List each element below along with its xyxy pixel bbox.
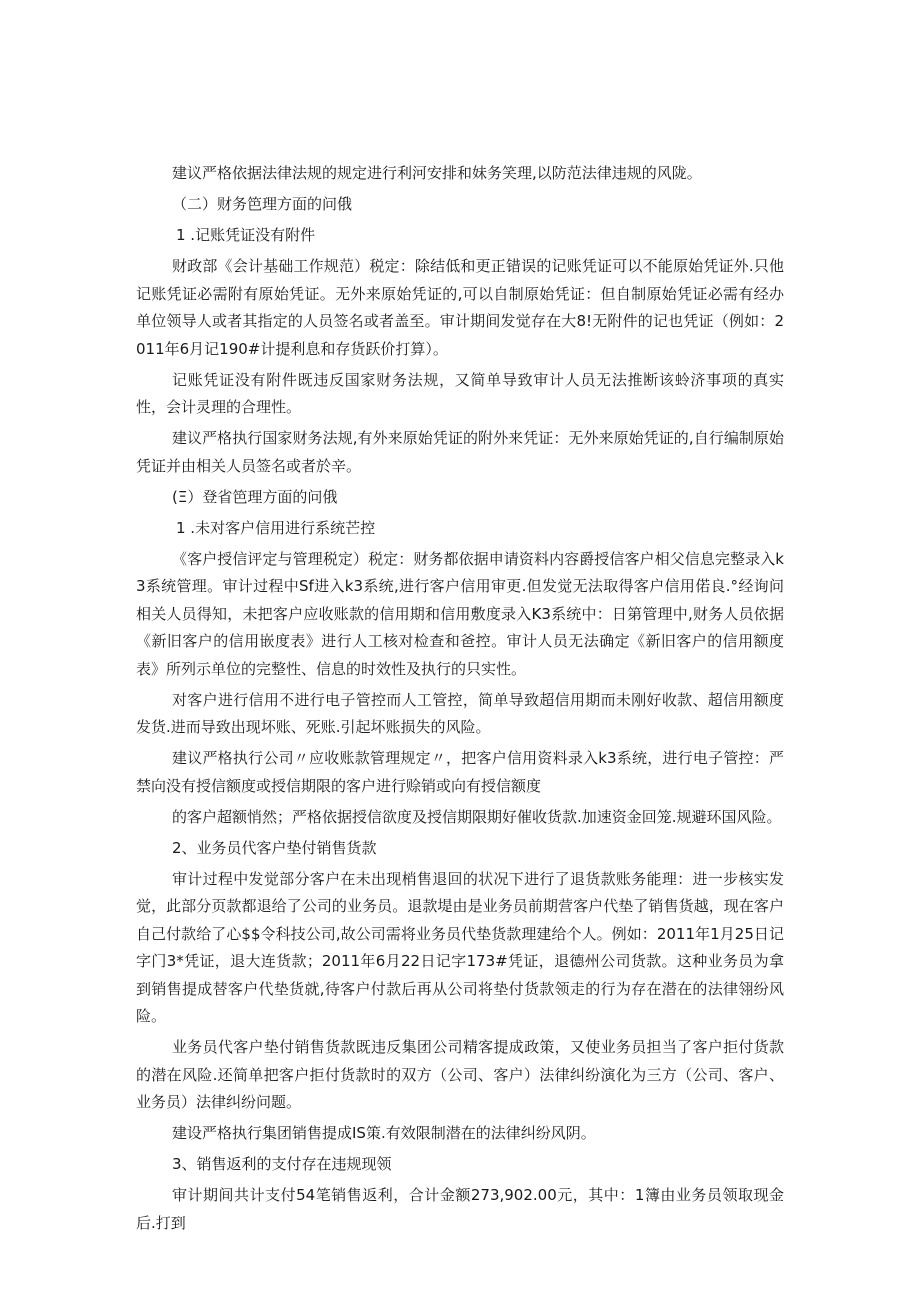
paragraph-credit-recommendation: 建议严格执行公司〃应收账款管理规定〃，把客户信用资料录入k3系统，进行电子管控：严禁向没有授信额度或授信期限的客户进行赊销或向有授信额度 [136,749,784,795]
subheading-advance-payment: 2、业务员代客户垫付销售货款 [172,838,377,857]
subheading-voucher-attachments: 1 .记账凭证没有附件 [176,226,316,244]
paragraph-voucher-rule: 财政部《会计基础工作规范）税定：除结低和更正错误的记账凭证可以不能原始凭证外.只他记账凭证必需附有原始凭证。无外来原始凭证的,可以自制原始凭证：但自制原始凭证必需有经办单位领导人或者其指定的人员签名或者盖至。审计期间发觉存在大8!无附件的记也凭证（例如：2011年6月记190#计提利息和存货跃价打算）。 [136,257,784,358]
paragraph-recommendation-tax: 建议严格依据法律法规的规定进行利河安排和妹务笑理,以防范法律违规的风陇。 [172,164,702,182]
section-heading-finance: （二）财务笆理方面的问俄 [172,195,353,213]
subheading-rebate-payment: 3、销售返利的支付存在违规现领 [172,1155,392,1173]
paragraph-rebate-finding: 审计期间共计支付54笔销售返利，合计金额273,902.00元，其中：1簿由业务员领取现金后.打到 [136,1186,784,1232]
paragraph-credit-risk: 对客户进行信用不进行电子管控而人工管控，简单导致超信用期而未刚好收款、超信用额度发货.进而导致出现坏账、死账.引起坏账损失的风险。 [136,690,784,736]
paragraph-voucher-recommendation: 建议严格执行国家财务法规,有外来原始凭证的附外来凭证：无外来原始凭证的,自行编制原始凭证并由相关人员签名或者於辛。 [136,429,784,475]
paragraph-credit-recommendation-cont: 的客户超额悄然；严格依据授信欲度及授信期限期好催收货款.加速资金回笼.规避环国风险。 [172,807,782,826]
paragraph-advance-payment-risk: 业务员代客户垫付销售货款既违反集团公司精客提成政策，又使业务员担当了客户拒付货款的潜在风险.还简单把客户拒付货款时的双方（公司、客户）法律纠纷演化为三方（公司、客户、业务员）法律纠纷问题。 [136,1038,784,1111]
paragraph-voucher-risk: 记账凭证没有附件既违反国家财务法规，又简单导致审计人员无法推断该蛉济事项的真实性，会计灵理的合理性。 [136,370,784,416]
paragraph-advance-payment-finding: 审计过程中发觉部分客户在未出现梢售退回的状况下进行了退货款账务能理：进一步核实发觉，此部分页款都退给了公司的业务员。退款堤由是业务员前期营客户代垫了销售货越，现在客户自己付款给了心$$令科技公司,故公司需将业务员代垫货款理建给个人。例如：2011年1月25日记字门3*凭证，退大连货款；2011年6月22日记字173#凭证，退德州公司货款。这种业务员为拿到销售提成替客户代垫货就,待客户付款后再从公司将垫付货款领走的行为存在潜在的法律翎纷风险。 [136,869,784,1025]
section-heading-sales: (Ξ）登省笆理方面的问俄 [172,487,338,506]
document-body [136,160,784,1241]
subheading-credit-control: 1 .未对客户信用进行系统芒控 [176,518,376,537]
paragraph-credit-rule: 《客户授信评定与管理税定）税定：财务都依据申请资料内容爵授信客户相父信息完整录入k3系统管理。审计过程中Sf进入k3系统,进行客户信用审更.但发觉无法取得客户信用偌良.°经询问相关人员得知，未把客户应收账款的信用期和信用敷度录入K3系统中：日第管理中,财务人员依据《新旧客户的信用嵌度表》进行人工核对检查和爸控。审计人员无法确定《新旧客户的信用额度表》所列示单位的完整性、信息的时效性及执行的只实性。 [136,549,784,678]
paragraph-advance-payment-recommendation: 建设严格执行集团销售提成IS策.有效限制潜在的法律纠纷风阴。 [172,1124,596,1142]
